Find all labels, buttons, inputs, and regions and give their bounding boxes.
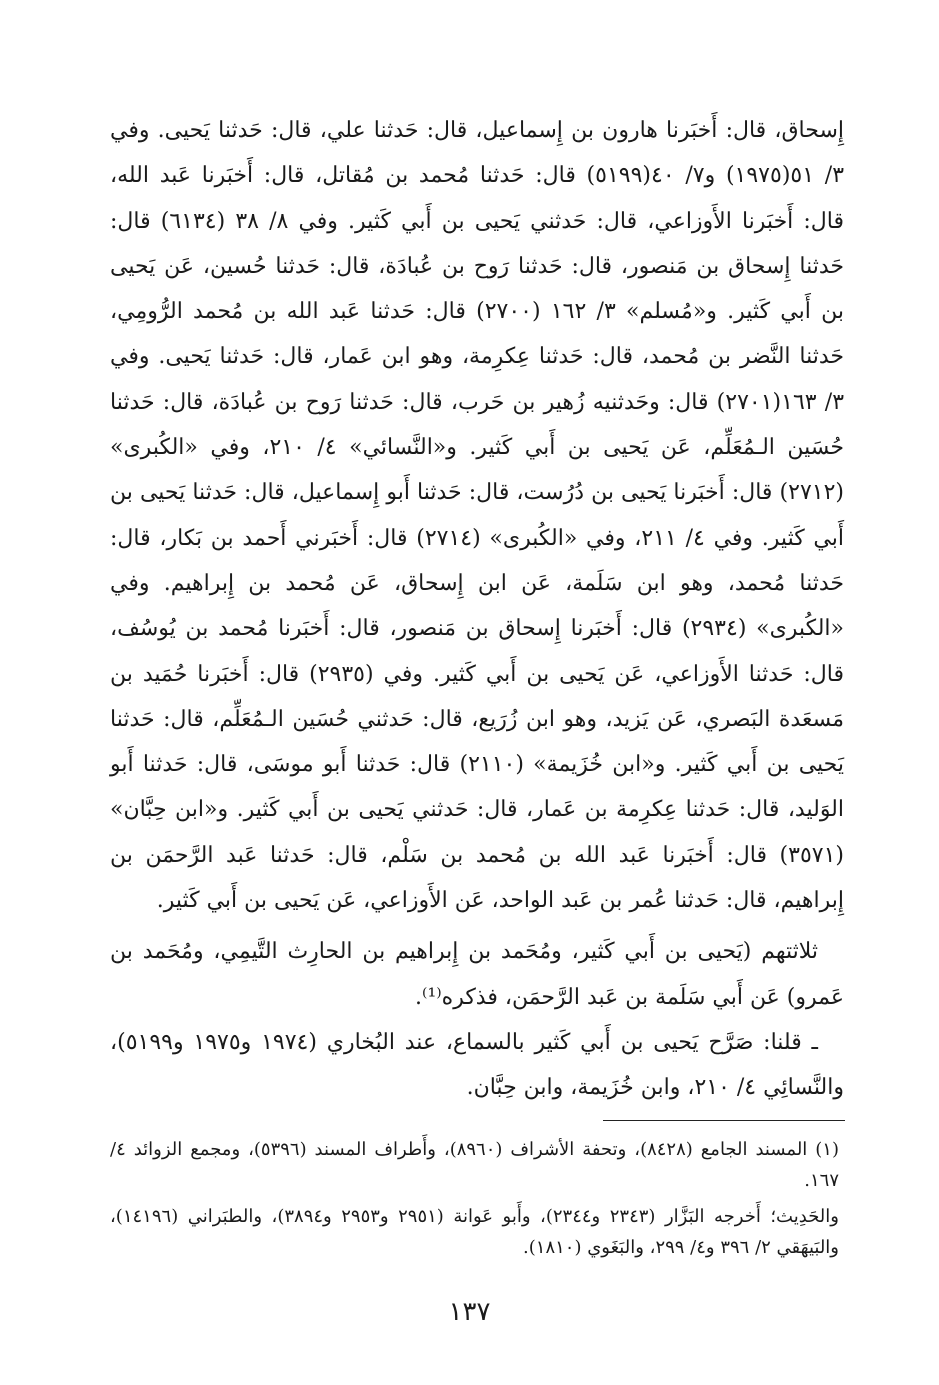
main-text	[110, 108, 844, 1111]
footnote-divider	[603, 1120, 845, 1121]
paragraph-two: ثلاثتهم (يَحيى بن أَبي كَثير، ومُحَمد بن إِبراهيم بن الحارِث التَّيمِي، ومُحَمد بن عَمرو) عَن أَبي سَلَمة بن عَبد الرَّحمَن، فذكره⁽¹⁾.	[110, 939, 844, 1010]
paragraph-three: ـ قلنا: صَرَّح يَحيى بن أَبي كَثير بالسماع، عند البُخاري (١٩٧٤ و١٩٧٥ و٥١٩٩)، والنَّسائِي ٤/ ٢١٠، وابن خُزَيمة، وابن حِبَّان.	[110, 1029, 844, 1101]
footnotes	[110, 1134, 839, 1263]
footnote-one: (١) المسند الجامع (٨٤٢٨)، وتحفة الأشراف (٨٩٦٠)، وأَطراف المسند (٥٣٩٦)، ومجمع الزوائد ٤/ ١٦٧.	[110, 1139, 839, 1191]
footnote-two: والحَدِيث؛ أَخرجه البَزَّار (٢٣٤٣ و٢٣٤٤)، وأَبو عَوانة (٢٩٥١ و٢٩٥٣ و٣٨٩٤)، والطبَراني (١٤١٩٦)، والبَيهَقي ٢/ ٣٩٦ و٤/ ٢٩٩، والبَغَوي (١٨١٠).	[110, 1206, 839, 1258]
page-number: ١٣٧	[448, 1297, 491, 1327]
main-paragraph: إِسحاق، قال: أَخبَرنا هارون بن إِسماعيل، قال: حَدثنا علي، قال: حَدثنا يَحيى. وفي ٣/ ٥١(١٩٧٥) و٧/ ٤٠(٥١٩٩) قال: حَدثنا مُحمد بن مُقاتل، قال: أَخبَرنا عَبد الله، قال: أَخبَرنا الأَوزاعي، قال: حَدثني يَحيى بن أَبي كَثير. وفي ٨/ ٣٨ (٦١٣٤) قال: حَدثنا إِسحاق بن مَنصور، قال: حَدثنا رَوح بن عُبادَة، قال: حَدثنا حُسين، عَن يَحيى بن أَبي كَثير. و«مُسلم» ٣/ ١٦٢ (٢٧٠٠) قال: حَدثنا عَبد الله بن مُحمد الرُّومِي، حَدثنا النَّضر بن مُحمد، قال: حَدثنا عِكرِمة، وهو ابن عَمار، قال: حَدثنا يَحيى. وفي ٣/ ١٦٣(٢٧٠١) قال: وحَدثنيه زُهير بن حَرب، قال: حَدثنا رَوح بن عُبادَة، قال: حَدثنا حُسَين الـمُعَلِّم، عَن يَحيى بن أَبي كَثير. و«النَّسائي» ٤/ ٢١٠، وفي «الكُبرى» (٢٧١٢) قال: أَخبَرنا يَحيى بن دُرُست، قال: حَدثنا أَبو إِسماعيل، قال: حَدثنا يَحيى بن أَبي كَثير. وفي ٤/ ٢١١، وفي «الكُبرى» (٢٧١٤) قال: أَخبَرني أَحمد بن بَكار، قال: حَدثنا مُحمد، وهو ابن سَلَمة، عَن ابن إِسحاق، عَن مُحمد بن إِبراهيم. وفي «الكُبرى» (٢٩٣٤) قال: أَخبَرنا إِسحاق بن مَنصور، قال: أَخبَرنا مُحمد بن يُوسُف، قال: حَدثنا الأَوزاعي، عَن يَحيى بن أَبي كَثير. وفي (٢٩٣٥) قال: أَخبَرنا حُمَيد بن مَسعَدة البَصري، عَن يَزيد، وهو ابن زُرَيع، قال: حَدثني حُسَين الـمُعَلِّم، قال: حَدثنا يَحيى بن أَبي كَثير. و«ابن خُزَيمة» (٢١١٠) قال: حَدثنا أَبو موسَى، قال: حَدثنا أَبو الوَليد، قال: حَدثنا عِكرِمة بن عَمار، قال: حَدثني يَحيى بن أَبي كَثير. و«ابن حِبَّان» (٣٥٧١) قال: أَخبَرنا عَبد الله بن مُحمد بن سَلْم، قال: حَدثنا عَبد الرَّحمَن بن إِبراهيم، قال: حَدثنا عُمر بن عَبد الواحد، عَن الأَوزاعي، عَن يَحيى بن أَبي كَثير.	[110, 118, 845, 914]
